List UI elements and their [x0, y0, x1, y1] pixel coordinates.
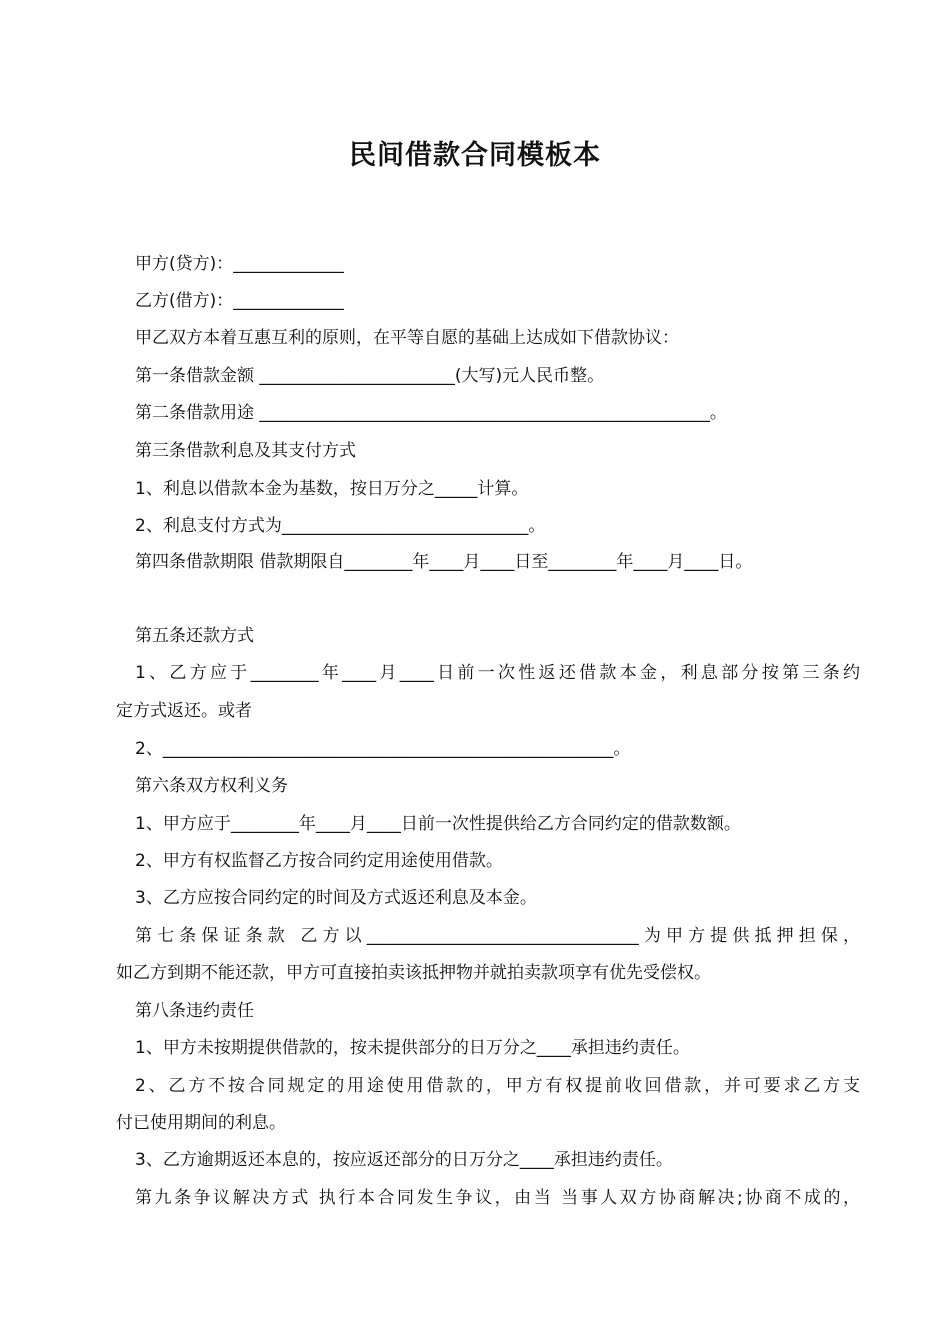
preamble-line: 甲乙双方本着互惠互利的原则，在平等自愿的基础上达成如下借款协议：: [135, 328, 679, 348]
article-5-item-1-cont: 定方式返还。或者: [116, 701, 252, 721]
article-7-line-cont: 如乙方到期不能还款，甲方可直接拍卖该抵押物并就拍卖款项享有优先受偿权。: [116, 963, 711, 983]
article-8-item-2-cont: 付已使用期间的利息。: [116, 1113, 286, 1133]
article-8-item-3: 3、乙方逾期返还本息的，按应返还部分的日万分之____承担违约责任。: [135, 1150, 673, 1170]
article-9-line: 第九条争议解决方式 执行本合同发生争议，由当 当事人双方协商解决;协商不成的，: [135, 1188, 860, 1208]
article-4-line: 第四条借款期限 借款期限自________年____月____日至________年____月____日。: [135, 552, 753, 572]
article-3-item-2: 2、利息支付方式为_____________________________。: [135, 516, 546, 536]
article-2-line: 第二条借款用途 _____________________________________________________。: [135, 403, 727, 423]
document-title: 民间借款合同模板本: [349, 140, 601, 171]
party-a-line: 甲方(贷方)：_____________: [135, 254, 344, 274]
article-8-heading: 第八条违约责任: [135, 1001, 254, 1021]
article-8-item-2: 2、乙方不按合同规定的用途使用借款的，甲方有权提前收回借款，并可要求乙方支: [135, 1076, 860, 1096]
article-6-heading: 第六条双方权利义务: [135, 776, 288, 796]
article-5-item-1: 1、乙方应于________年____月____日前一次性返还借款本金，利息部分按第三条约: [135, 663, 860, 683]
article-5-item-2: 2、_____________________________________________________。: [135, 739, 631, 759]
article-5-heading: 第五条还款方式: [135, 626, 254, 646]
article-3-item-1: 1、利息以借款本金为基数，按日万分之_____计算。: [135, 479, 529, 499]
article-6-item-2: 2、甲方有权监督乙方按合同约定用途使用借款。: [135, 851, 503, 871]
article-6-item-3: 3、乙方应按合同约定的时间及方式返还利息及本金。: [135, 888, 537, 908]
article-7-line: 第七条保证条款 乙方以________________________________为甲方提供抵押担保，: [135, 926, 860, 946]
article-6-item-1: 1、甲方应于________年____月____日前一次性提供给乙方合同约定的借款数额。: [135, 814, 741, 834]
article-3-heading: 第三条借款利息及其支付方式: [135, 441, 356, 461]
article-8-item-1: 1、甲方未按期提供借款的，按未提供部分的日万分之____承担违约责任。: [135, 1038, 690, 1058]
article-1-line: 第一条借款金额 _______________________(大写)元人民币整。: [135, 366, 605, 386]
party-b-line: 乙方(借方)：_____________: [135, 291, 344, 311]
